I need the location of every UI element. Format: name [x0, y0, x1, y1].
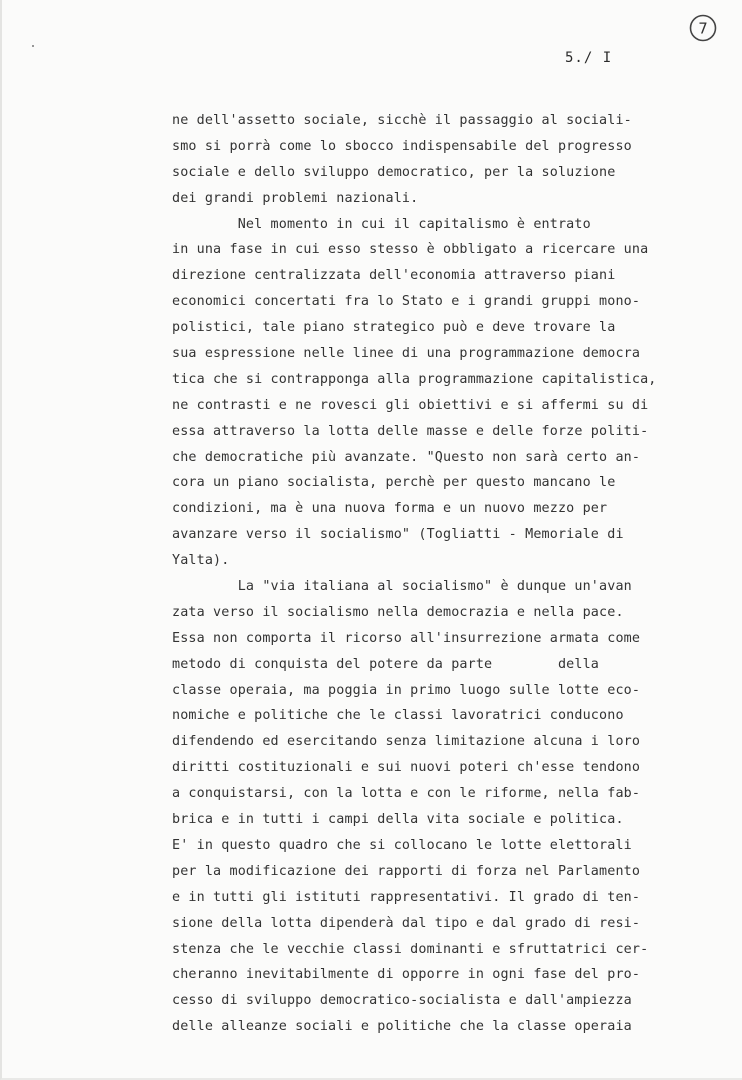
text-line: che democratiche più avanzate. "Questo non sarà certo an-: [172, 449, 641, 465]
text-line: Yalta).: [172, 553, 230, 569]
text-line: nomiche e politiche che le classi lavoratrici conducono: [172, 708, 624, 724]
text-line: tica che si contrapponga alla programmazione capitalistica,: [172, 371, 657, 387]
archive-stamp-icon: [688, 13, 718, 43]
text-line: e in tutti gli istituti rappresentativi. Il grado di ten-: [172, 889, 641, 905]
text-line: cheranno inevitabilmente di opporre in ogni fase del pro-: [172, 967, 641, 983]
text-line: a conquistarsi, con la lotta e con le riforme, nella fab-: [172, 786, 641, 802]
stamp-number: 7: [698, 19, 708, 38]
text-line: Nel momento in cui il capitalismo è entrato: [172, 216, 591, 232]
text-line: per la modificazione dei rapporti di forza nel Parlamento: [172, 863, 641, 879]
text-line: direzione centralizzata dell'economia attraverso piani: [172, 268, 616, 284]
text-line: essa attraverso la lotta delle masse e delle forze politi-: [172, 423, 649, 439]
text-line: avanzare verso il socialismo" (Togliatti - Memoriale di: [172, 527, 624, 543]
text-line: classe operaia, ma poggia in primo luogo sulle lotte eco-: [172, 682, 641, 698]
text-line: La "via italiana al socialismo" è dunque un'avan: [172, 579, 632, 595]
text-line: diritti costituzionali e sui nuovi poteri ch'esse tendono: [172, 760, 641, 776]
text-line: Essa non comporta il ricorso all'insurrezione armata come: [172, 630, 641, 646]
text-line: stenza che le vecchie classi dominanti e sfruttatrici cer-: [172, 941, 649, 957]
text-line: cesso di sviluppo democratico-socialista e dall'ampiezza: [172, 993, 632, 1009]
document-text: [172, 108, 702, 1040]
text-line: E' in questo quadro che si collocano le lotte elettorali: [172, 837, 632, 853]
text-line: sua espressione nelle linee di una programmazione democra: [172, 346, 641, 362]
text-line: in una fase in cui esso stesso è obbligato a ricercare una: [172, 242, 649, 258]
text-line: cora un piano socialista, perchè per questo mancano le: [172, 475, 616, 491]
text-line: polistici, tale piano strategico può e deve trovare la: [172, 320, 616, 336]
text-line: delle alleanze sociali e politiche che la classe operaia: [172, 1019, 632, 1035]
text-line: sione della lotta dipenderà dal tipo e dal grado di resi-: [172, 915, 641, 931]
text-line: zata verso il socialismo nella democrazia e nella pace.: [172, 604, 624, 620]
text-line: ne contrasti e ne rovesci gli obiettivi e si affermi su di: [172, 397, 649, 413]
text-line: metodo di conquista del potere da parte della: [172, 656, 600, 672]
page-number: 5./ I: [565, 50, 613, 66]
text-line: ne dell'assetto sociale, sicchè il passaggio al sociali-: [172, 113, 632, 128]
margin-dot: [32, 45, 34, 47]
text-line: sociale e dello sviluppo democratico, per la soluzione: [172, 164, 616, 180]
text-line: smo si porrà come lo sbocco indispensabile del progresso: [172, 138, 632, 154]
text-line: economici concertati fra lo Stato e i grandi gruppi mono-: [172, 294, 641, 310]
text-line: difendendo ed esercitando senza limitazione alcuna i loro: [172, 734, 641, 750]
text-line: dei grandi problemi nazionali.: [172, 190, 419, 206]
text-line: brica e in tutti i campi della vita sociale e politica.: [172, 812, 624, 828]
text-line: condizioni, ma è una nuova forma e un nuovo mezzo per: [172, 501, 608, 517]
